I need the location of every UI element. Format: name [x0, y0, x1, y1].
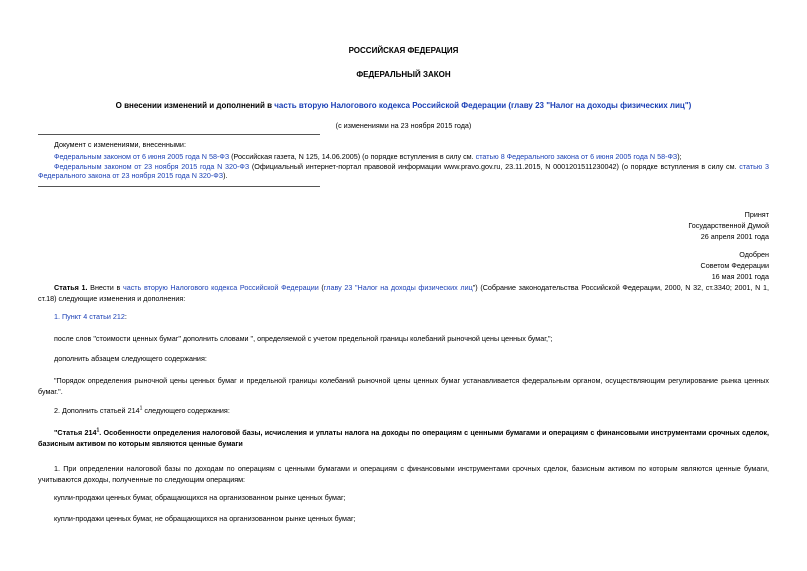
accepted-line-3: 26 апреля 2001 года — [700, 232, 769, 241]
approved-line-1: Одобрен — [739, 250, 769, 259]
accepted-block — [688, 210, 769, 243]
article-212-link[interactable]: 1. Пункт 4 статьи 212 — [54, 312, 125, 321]
item-1-end: : — [124, 312, 127, 321]
approved-line-3: 16 мая 2001 года — [711, 272, 769, 281]
changes-item-1-text: (Российская газета, N 125, 14.06.2005) (о порядке вступления в силу см. — [229, 152, 476, 161]
changes-intro: Документ с изменениями, внесенными: — [54, 140, 186, 149]
law-title-prefix: О внесении изменений и дополнений в — [115, 101, 275, 110]
paragraph-tax-base: 1. При определении налоговой базы по доходам по операциям с ценными бумагами и операциям с финансовыми инструментами срочных сделок, базисным активом по которым являются ценные бумаги, учитываются доходы, полученные по следующим операциям: — [38, 464, 769, 484]
article-1-pre: Внести в — [87, 283, 123, 292]
article-1-text: ") (Собрание законодательства Российской Федерации, 2000, N 32, ст.3340; 2001, N 1, ст.18) следующие изменения и дополнения: — [38, 283, 770, 303]
item-2-end: следующего содержания: — [142, 406, 230, 415]
accepted-line-1: Принят — [744, 210, 769, 219]
divider-top — [38, 134, 320, 135]
article-1-label: Статья 1. — [54, 283, 88, 292]
law-58-art8-link[interactable]: статью 8 Федерального закона от 6 июня 2005 года N 58-ФЗ — [475, 152, 678, 161]
paragraph-organized-market: купли-продажи ценных бумаг, обращающихся на организованном рынке ценных бумаг; — [54, 493, 346, 502]
changes-item-1 — [54, 152, 769, 161]
changes-item-2-text: (Официальный интернет-портал правовой информации www.pravo.gov.ru, 23.11.2015, N 0001201511230042) (о порядке вступления в силу см. — [249, 162, 740, 171]
item-2-pre: 2. Дополнить статьей 214 — [54, 406, 140, 415]
changes-item-2-end: ). — [223, 171, 228, 180]
law-58-link[interactable]: Федеральным законом от 6 июня 2005 года N 58-ФЗ — [54, 152, 230, 161]
paragraph-add-abzac: дополнить абзацем следующего содержания: — [54, 354, 207, 363]
tax-code-link[interactable]: часть вторую Налогового кодекса Российской Федерации — [122, 283, 319, 292]
article-214-1-heading — [38, 427, 769, 449]
changes-item-1-end: ); — [677, 152, 682, 161]
article-1-mid: ( — [318, 283, 324, 292]
paragraph-not-organized-market: купли-продажи ценных бумаг, не обращающихся на организованном рынке ценных бумаг; — [54, 514, 356, 523]
article-214-1-head-pre: "Статья 214 — [54, 428, 97, 437]
divider-bottom — [38, 186, 320, 187]
amended-note: (с изменениями на 23 ноября 2015 года) — [335, 121, 472, 130]
chapter-23-link[interactable]: главу 23 "Налог на доходы физических лиц — [323, 283, 473, 292]
approved-line-2: Советом Федерации — [700, 261, 769, 270]
article-214-1-sup: 1 — [96, 427, 100, 434]
law-title-link[interactable]: часть вторую Налогового кодекса Российской Федерации (главу 23 "Налог на доходы физических лиц") — [274, 101, 692, 110]
paragraph-market-price: "Порядок определения рыночной цены ценных бумаг и предельной границы колебаний рыночной цены ценных бумаг устанавливается федеральным органом, осуществляющим регулирование рынка ценных бумаг.". — [38, 376, 769, 396]
article-1 — [38, 282, 769, 304]
item-2-sup: 1 — [139, 405, 143, 412]
law-320-link[interactable]: Федеральным законом от 23 ноября 2015 года N 320-ФЗ — [54, 162, 250, 171]
item-1 — [38, 312, 769, 321]
changes-item-2 — [38, 162, 769, 180]
approved-block — [701, 250, 769, 283]
item-2 — [38, 406, 769, 415]
law-320-art3-link[interactable]: статью 3 Федерального закона от 23 ноября 2015 года N 320-ФЗ — [38, 162, 769, 180]
doc-type-heading: ФЕДЕРАЛЬНЫЙ ЗАКОН — [356, 70, 451, 79]
country-heading: РОССИЙСКАЯ ФЕДЕРАЦИЯ — [348, 46, 459, 55]
law-title — [38, 101, 769, 110]
accepted-line-2: Государственной Думой — [688, 221, 769, 230]
paragraph-after-words: после слов "стоимости ценных бумаг" дополнить словами ", определяемой с учетом предельной границы колебаний рыночной цены ценных бумаг,"; — [54, 334, 553, 343]
article-214-1-head-text: . Особенности определения налоговой базы, исчисления и уплаты налога на доходы по операциям с ценными бумагами и операциям с финансовыми инструментами срочных сделок, базисным активом по которым являются ценные бумаги — [38, 428, 769, 448]
